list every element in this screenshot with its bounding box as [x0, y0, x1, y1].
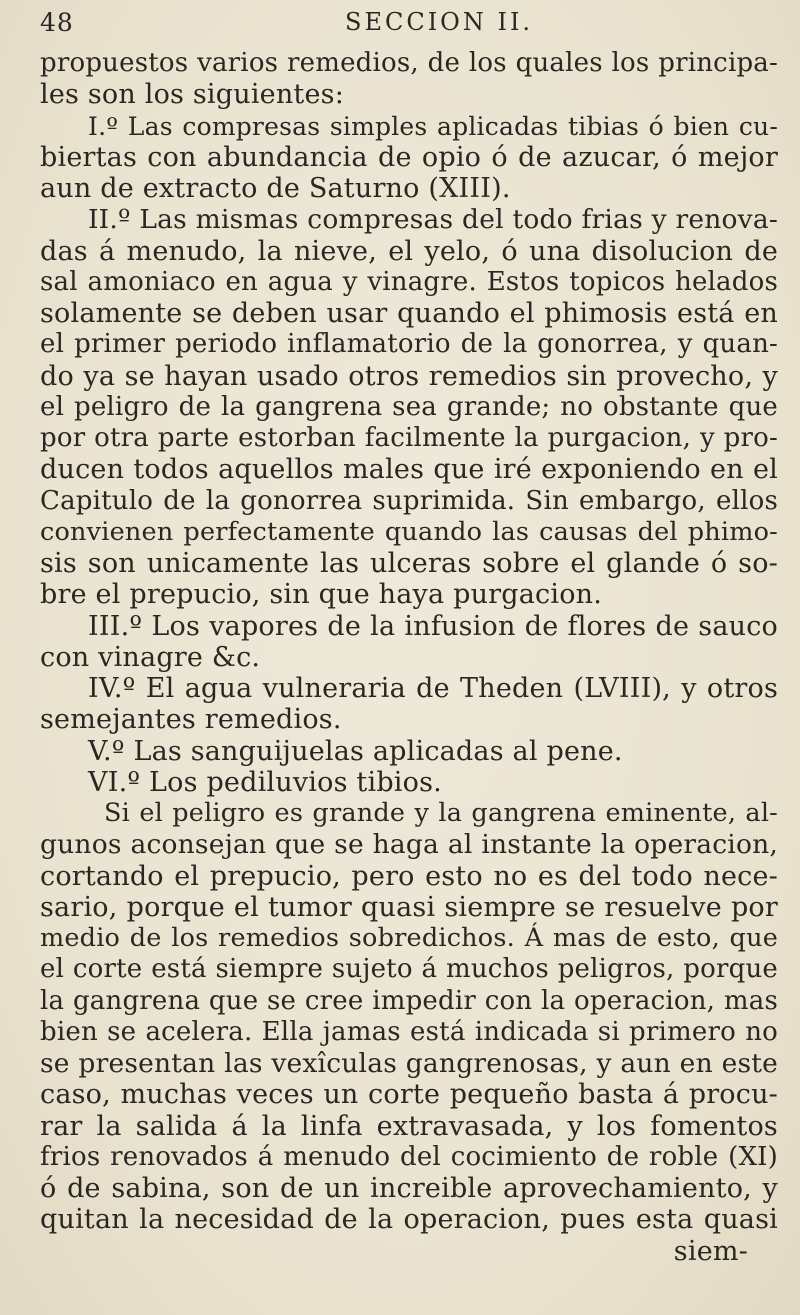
text-line: biertas con abundancia de opio ó de azucar, ó mejor [40, 141, 778, 173]
text-line: sario, porque el tumor quasi siempre se resuelve por [40, 891, 778, 923]
text-line: sal amoniaco en agua y vinagre. Estos topicos helados [40, 266, 778, 297]
text-line: el corte está siempre sujeto á muchos peligros, porque [40, 954, 778, 985]
paragraph-start-line: Si el peligro es grande y la gangrena eminente, al- [104, 798, 778, 828]
text-line: medio de los remedios sobredichos. Á mas de esto, que [40, 923, 778, 953]
text-line: les son los siguientes: [40, 79, 345, 111]
running-head [40, 8, 780, 44]
text-line: solamente se deben usar quando el phimosis está en [40, 298, 778, 329]
list-item-line: VI.º Los pediluvios tibios. [88, 766, 442, 798]
text-line: la gangrena que se cree impedir con la operacion, mas [40, 985, 778, 1016]
page-number: 48 [40, 8, 74, 37]
text-line: por otra parte estorban facilmente la purgacion, y pro- [40, 423, 778, 453]
text-line: semejantes remedios. [40, 704, 342, 736]
section-title: SECCION II. [345, 8, 534, 36]
list-item-line: V.º Las sanguijuelas aplicadas al pene. [88, 735, 623, 767]
text-line: quitan la necesidad de la operacion, pues esta quasi [40, 1204, 778, 1236]
text-line: ó de sabina, son de un increible aprovechamiento, y [40, 1173, 778, 1204]
text-line: das á menudo, la nieve, el yelo, ó una disolucion de [40, 235, 778, 267]
body-text [40, 48, 778, 1267]
text-line: frios renovados á menudo del cocimiento de roble (XI) [40, 1141, 778, 1172]
text-line: bre el prepucio, sin que haya purgacion. [40, 579, 603, 611]
text-line: bien se acelera. Ella jamas está indicada si primero no [40, 1016, 778, 1047]
text-line: do ya se hayan usado otros remedios sin provecho, y [40, 360, 778, 392]
text-line: gunos aconsejan que se haga al instante la operacion, [40, 829, 778, 861]
list-item-line: IV.º El agua vulneraria de Theden (LVIII), y otros [88, 673, 778, 704]
text-line: ducen todos aquellos males que iré exponiendo en el [40, 454, 778, 486]
text-line: aun de extracto de Saturno (XIII). [40, 173, 511, 204]
text-line: cortando el prepucio, pero esto no es del todo nece- [40, 860, 778, 892]
text-line: el peligro de la gangrena sea grande; no obstante que [40, 391, 778, 422]
text-line: se presentan las vexîculas gangrenosas, y aun en este [40, 1048, 778, 1079]
text-line: el primer periodo inflamatorio de la gonorrea, y quan- [40, 329, 778, 360]
list-item-line: I.º Las compresas simples aplicadas tibias ó bien cu- [88, 111, 778, 141]
list-item-line: II.º Las mismas compresas del todo frias y renova- [88, 204, 778, 236]
text-line: Capitulo de la gonorrea suprimida. Sin embargo, ellos [40, 485, 778, 516]
text-line: rar la salida á la linfa extravasada, y los fomentos [40, 1110, 778, 1142]
text-line: con vinagre &c. [40, 641, 261, 673]
catchword: siem- [673, 1235, 748, 1267]
text-line: convienen perfectamente quando las causas del phimo- [40, 516, 778, 547]
text-line: sis son unicamente las ulceras sobre el glande ó so- [40, 548, 778, 579]
text-line: propuestos varios remedios, de los quales los principa- [40, 48, 778, 78]
text-line: caso, muchas veces un corte pequeño basta á procu- [40, 1079, 778, 1111]
list-item-line: III.º Los vapores de la infusion de flores de sauco [88, 610, 778, 642]
